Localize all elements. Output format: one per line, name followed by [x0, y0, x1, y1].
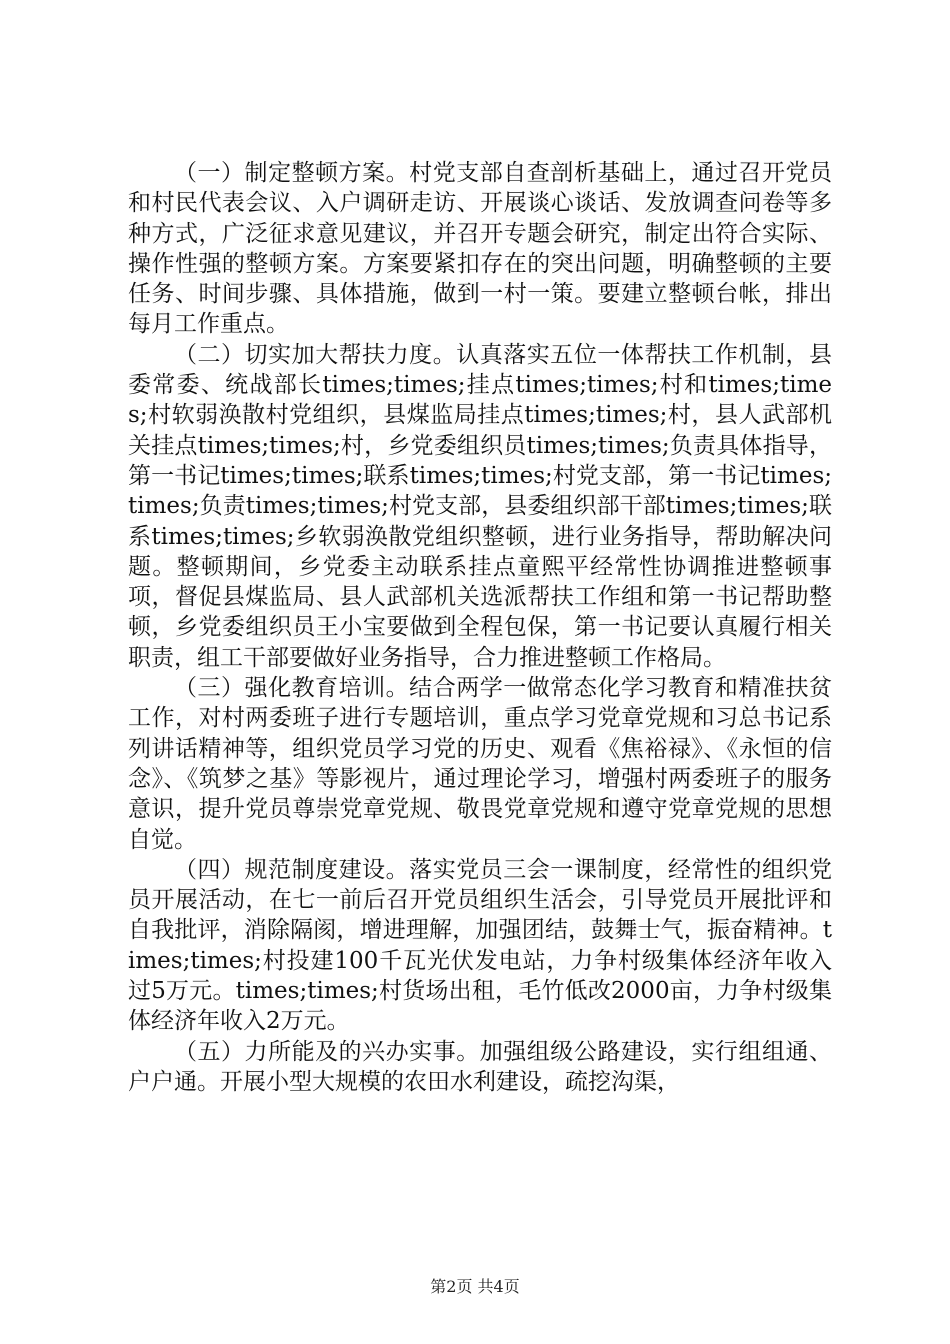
paragraph-2: （二）切实加大帮扶力度。认真落实五位一体帮扶工作机制，县委常委、统战部长times;times;挂点times;times;村和times;times;村软弱涣散村党组织，县煤监局挂点times;times;村，县人武部机关挂点times;times;村，乡党委组织员times;times;负责具体指导，第一书记times;times;联系times;times;村党支部，第一书记times;times;负责times;times;村党支部，县委组织部干部times;times;联系times;times;乡软弱涣散党组织整顿，进行业务指导，帮助解决问题。整顿期间，乡党委主动联系挂点童熙平经常性协调推进整顿事项，督促县煤监局、县人武部机关选派帮扶工作组和第一书记帮助整顿，乡党委组织员王小宝要做到全程包保，第一书记要认真履行相关职责，组工干部要做好业务指导，合力推进整顿工作格局。 — [128, 341, 832, 671]
paragraph-5: （五）力所能及的兴办实事。加强组级公路建设，实行组组通、户户通。开展小型大规模的农田水利建设，疏挖沟渠， — [128, 1038, 832, 1095]
paragraph-1: （一）制定整顿方案。村党支部自查剖析基础上，通过召开党员和村民代表会议、入户调研走访、开展谈心谈话、发放调查问卷等多种方式，广泛征求意见建议，并召开专题会研究，制定出符合实际、操作性强的整顿方案。方案要紧扣存在的突出问题，明确整顿的主要任务、时间步骤、具体措施，做到一村一策。要建立整顿台帐，排出每月工作重点。 — [128, 160, 832, 338]
page-footer: 第2页 共4页 — [430, 1277, 520, 1296]
paragraph-4: （四）规范制度建设。落实党员三会一课制度，经常性的组织党员开展活动，在七一前后召开党员组织生活会，引导党员开展批评和自我批评，消除隔阂，增进理解，加强团结，鼓舞士气，振奋精神。times;times;村投建100千瓦光伏发电站，力争村级集体经济年收入过5万元。times;times;村货场出租，毛竹低改2000亩，力争村级集体经济年收入2万元。 — [128, 856, 832, 1035]
paragraph-3: （三）强化教育培训。结合两学一做常态化学习教育和精准扶贫工作，对村两委班子进行专题培训，重点学习党章党规和习总书记系列讲话精神等，组织党员学习党的历史、观看《焦裕禄》、《永恒的信念》、《筑梦之基》等影视片，通过理论学习，增强村两委班子的服务意识，提升党员尊崇党章党规、敬畏党章党规和遵守党章党规的思想自觉。 — [128, 675, 832, 853]
document-body — [128, 158, 832, 1097]
